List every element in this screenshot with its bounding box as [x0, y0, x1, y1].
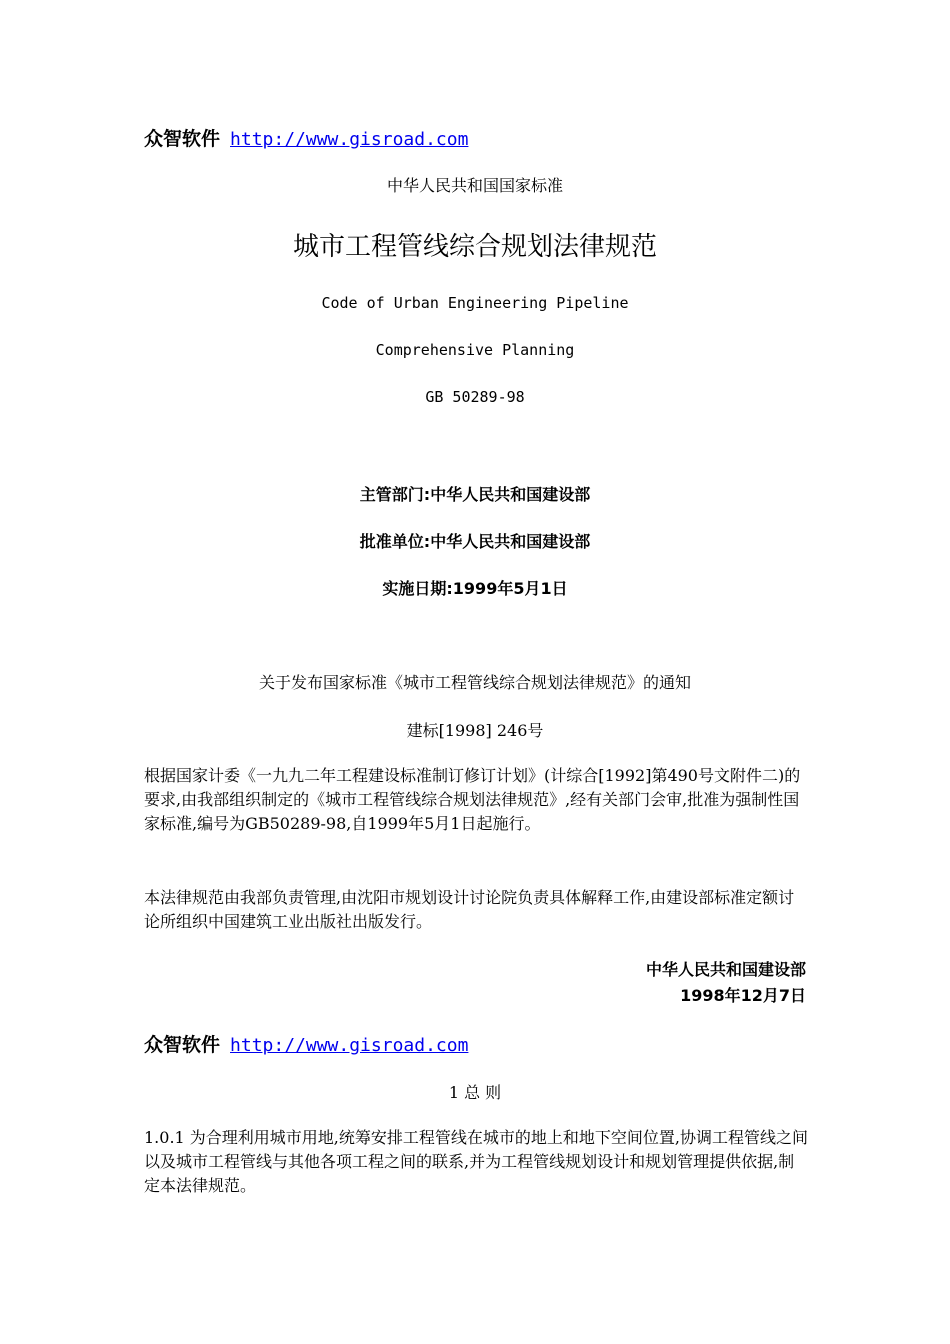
signature-date: 1998年12月7日	[680, 986, 806, 1005]
notice-paragraph-1: 根据国家计委《一九九二年工程建设标准制订修订计划》(计综合[1992]第490号文附件二)的要求,由我部组织制定的《城市工程管线综合规划法律规范》,经有关部门会审,批准为强制性国家标准,编号为GB50289-98,自1999年5月1日起施行。	[144, 766, 801, 833]
standard-category: 中华人民共和国国家标准	[386, 176, 563, 195]
approval-unit: 批准单位:中华人民共和国建设部	[359, 532, 591, 551]
notice-paragraph-2: 本法律规范由我部负责管理,由沈阳市规划设计讨论院负责具体解释工作,由建设部标准定额讨论所组织中国建筑工业出版社出版发行。	[144, 888, 795, 931]
notice-signature	[560, 957, 806, 1009]
clause-1-0-1: 1.0.1 为合理利用城市用地,统筹安排工程管线在城市的地上和地下空间位置,协调工程管线之间以及城市工程管线与其他各项工程之间的联系,并为工程管线规划设计和规划管理提供依据,制定本法律规范。	[144, 1128, 808, 1195]
effective-date: 实施日期:1999年5月1日	[382, 579, 568, 598]
brand-website-link[interactable]: http://www.gisroad.com	[230, 1035, 469, 1056]
brand-name: 众智软件	[144, 128, 221, 150]
brand-website-link[interactable]: http://www.gisroad.com	[230, 129, 469, 150]
header-brand	[144, 124, 468, 151]
signature-organization: 中华人民共和国建设部	[645, 960, 806, 979]
notice-heading: 关于发布国家标准《城市工程管线综合规划法律规范》的通知	[258, 673, 691, 692]
document-title: 城市工程管线综合规划法律规范	[292, 232, 657, 262]
notice-number: 建标[1998] 246号	[406, 721, 544, 740]
authority-department: 主管部门:中华人民共和国建设部	[359, 485, 591, 504]
english-title-line1: Code of Urban Engineering Pipeline	[321, 294, 629, 312]
english-title-line2: Comprehensive Planning	[375, 341, 575, 359]
standard-code: GB 50289-98	[425, 388, 525, 406]
chapter-heading: 1 总 则	[448, 1083, 502, 1102]
footer-brand	[144, 1030, 468, 1057]
brand-name: 众智软件	[144, 1034, 221, 1056]
